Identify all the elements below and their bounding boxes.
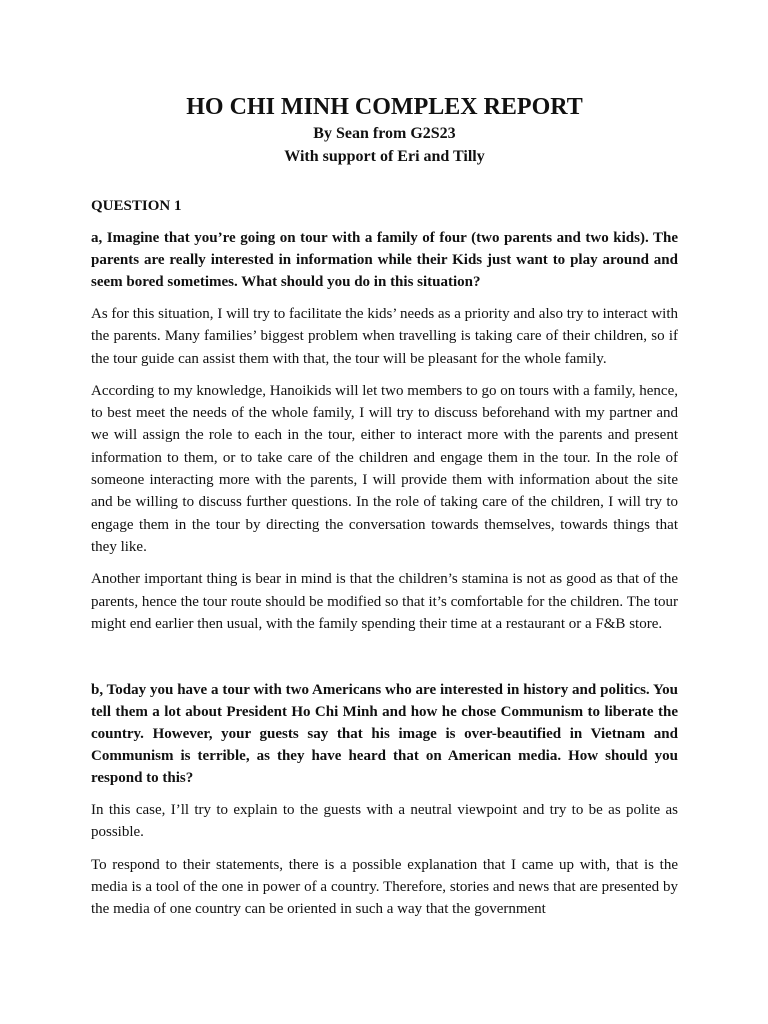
answer-a-paragraph-1: As for this situation, I will try to facilitate the kids’ needs as a priority and also try to interact with the parents. Many families’ biggest problem when travelling is taking care of their children, so if the tour guide can assist them with that, the tour will be pleasant for the whole family. (91, 306, 678, 367)
section-heading-question-1: QUESTION 1 (91, 198, 182, 214)
answer-a-paragraph-3: Another important thing is bear in mind is that the children’s stamina is not as good as that of the parents, hence the tour route should be modified so that it’s comfortable for the children. The tour might end earlier then usual, with the family spending their time at a restaurant or a F&B store. (91, 571, 678, 632)
document-page (91, 92, 678, 931)
answer-b-paragraph-2: To respond to their statements, there is a possible explanation that I came up with, that is the media is a tool of the one in power of a country. Therefore, stories and news that are presented by the media of one country can be oriented in such a way that the government (91, 856, 678, 918)
question-b: b, Today you have a tour with two Americans who are interested in history and politics. You tell them a lot about President Ho Chi Minh and how he chose Communism to liberate the country. However, your guests say that his image is over-beautified in Vietnam and Communism is terrible, as they have heard that on American media. How should you respond to this? (91, 682, 678, 787)
report-support-credit: With support of Eri and Tilly (284, 148, 485, 165)
answer-a-paragraph-2: According to my knowledge, Hanoikids will let two members to go on tours with a family, hence, to best meet the needs of the whole family, I will try to discuss beforehand with my partner and we will assign the role to each in the tour, either to interact more with the parents and present information to them, or to take care of the children and engage them in the tour. In the role of someone interacting more with the parents, I will provide them with information about the site and be willing to discuss further questions. In the role of taking care of the children, I will try to engage them in the tour by directing the conversation towards themselves, towards things that they like. (91, 382, 678, 555)
report-title: HO CHI MINH COMPLEX REPORT (186, 94, 583, 120)
section-spacer (91, 645, 678, 679)
answer-b-paragraph-1: In this case, I’ll try to explain to the guests with a neutral viewpoint and try to be as polite as possible. (91, 802, 678, 841)
question-a: a, Imagine that you’re going on tour with a family of four (two parents and two kids). The parents are really interested in information while their Kids just want to play around and seem bored sometimes. What should you do in this situation? (91, 230, 678, 290)
report-byline: By Sean from G2S23 (313, 125, 456, 142)
